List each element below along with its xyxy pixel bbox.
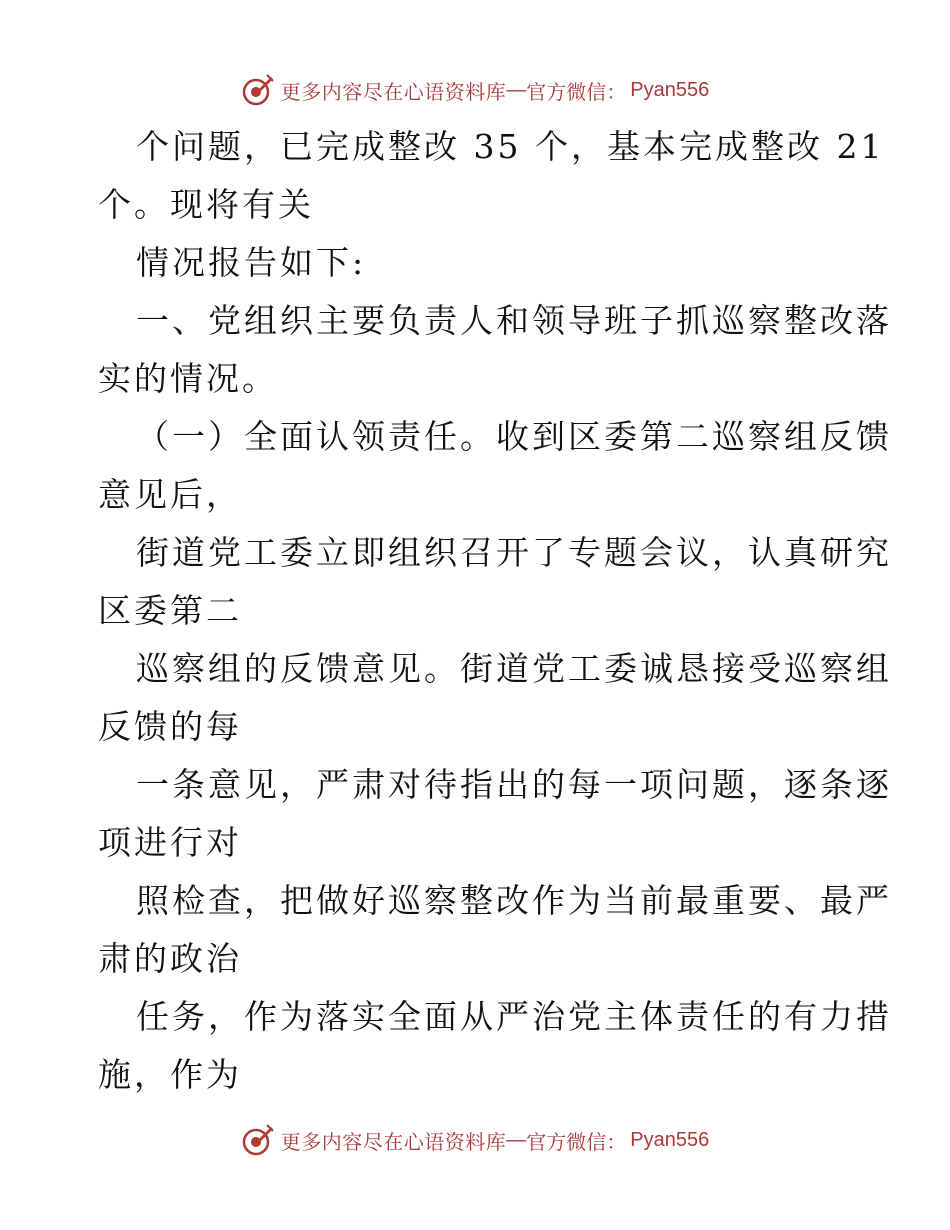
text-line: 街道党工委立即组织召开了专题会议，认真研究 — [136, 533, 892, 572]
text-line: 巡察组的反馈意见。街道党工委诚恳接受巡察组 — [136, 649, 892, 688]
banner-wechat-id: Pyan556 — [630, 78, 710, 101]
text-line: 区委第二 — [98, 591, 242, 630]
header-banner — [0, 70, 950, 110]
pen-circle-logo-icon — [241, 1123, 275, 1157]
text-line: 意见后， — [98, 475, 242, 514]
banner-wechat-label: 官方微信： — [526, 79, 627, 104]
text-line: 实的情况。 — [98, 359, 278, 398]
banner-wechat-label: 官方微信： — [526, 1129, 627, 1154]
text-line: 任务，作为落实全面从严治党主体责任的有力措 — [136, 997, 892, 1036]
text-line: 个。现将有关 — [98, 185, 314, 224]
text-line: 个问题，已完成整改 35 个，基本完成整改 21 — [136, 127, 885, 166]
banner-wechat-id: Pyan556 — [630, 1128, 710, 1151]
text-line: 一、党组织主要负责人和领导班子抓巡察整改落 — [136, 301, 892, 340]
text-line: 反馈的每 — [98, 707, 242, 746]
banner-slogan: 更多内容尽在心语资料库 — [280, 79, 507, 104]
document-body — [98, 118, 892, 1104]
text-line: （一）全面认领责任。收到区委第二巡察组反馈 — [136, 417, 892, 456]
text-line: 一条意见，严肃对待指出的每一项问题，逐条逐 — [136, 765, 892, 804]
footer-banner — [0, 1120, 950, 1160]
banner-separator: — — [506, 78, 527, 101]
text-line: 项进行对 — [98, 823, 242, 862]
text-line: 照检查，把做好巡察整改作为当前最重要、最严 — [136, 881, 892, 920]
text-line: 情况报告如下: — [136, 243, 367, 282]
text-line: 肃的政治 — [98, 939, 242, 978]
text-line: 施，作为 — [98, 1055, 242, 1094]
pen-circle-logo-icon — [241, 73, 275, 107]
banner-slogan: 更多内容尽在心语资料库 — [280, 1129, 507, 1154]
banner-separator: — — [506, 1128, 527, 1151]
